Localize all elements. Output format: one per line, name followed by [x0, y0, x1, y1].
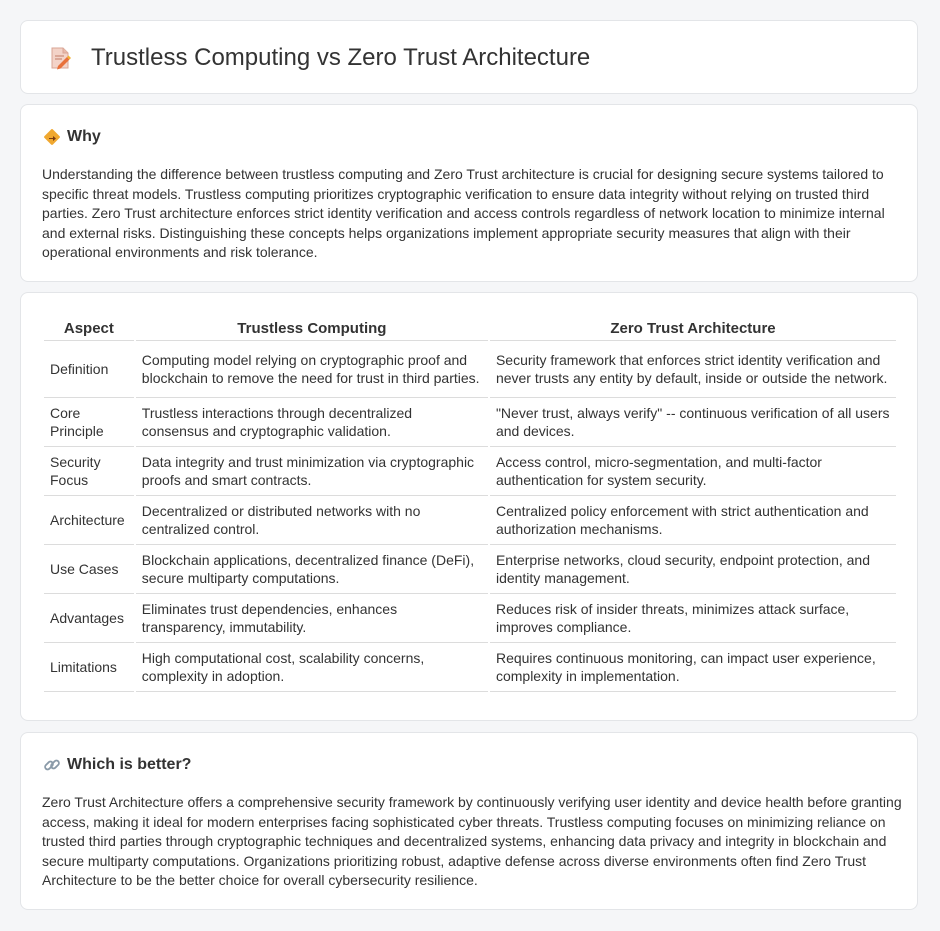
which-is-better-section — [20, 732, 918, 910]
row-aspect: Advantages — [44, 594, 134, 643]
row-aspect: Core Principle — [44, 398, 134, 447]
header-zero-trust: Zero Trust Architecture — [490, 314, 896, 341]
row-aspect: Use Cases — [44, 545, 134, 594]
why-heading: Why — [67, 128, 101, 145]
why-text: Understanding the difference between trustless computing and Zero Trust architecture is crucial for designing secure systems tailored to specific threat models. Trustless computing prioritizes cryptographic verification to ensure data integrity without relying on trusted third parties. Zero Trust architecture enforces strict identity verification and access controls regardless of network location to minimize internal and external risks. Distinguishing these concepts helps organizations implement appropriate security measures that align with their operational environments and risk tolerance. — [42, 166, 885, 260]
row-zero-trust: "Never trust, always verify" -- continuous verification of all users and devices. — [490, 398, 896, 447]
page-title: Trustless Computing vs Zero Trust Architecture — [91, 44, 591, 71]
table-row — [44, 496, 896, 545]
header-aspect: Aspect — [44, 314, 134, 341]
why-section — [20, 104, 918, 282]
table-row — [44, 545, 896, 594]
table-row — [44, 594, 896, 643]
row-aspect: Limitations — [44, 643, 134, 692]
table-row — [44, 643, 896, 692]
row-zero-trust: Requires continuous monitoring, can impact user experience, complexity in implementation. — [490, 643, 896, 692]
comparison-table-card — [20, 292, 918, 721]
row-zero-trust: Reduces risk of insider threats, minimizes attack surface, improves compliance. — [490, 594, 896, 643]
row-aspect: Definition — [44, 341, 134, 398]
row-trustless: Data integrity and trust minimization via cryptographic proofs and smart contracts. — [136, 447, 488, 496]
better-text: Zero Trust Architecture offers a comprehensive security framework by continuously verifying user identity and device health before granting access, making it ideal for modern enterprises facing sophisticated cyber threats. Trustless computing focuses on minimizing reliance on trusted third parties through cryptographic techniques and decentralized systems, enhancing data privacy and integrity in blockchain and secure multiparty computations. Organizations prioritizing robust, adaptive defense across diverse environments often find Zero Trust Architecture to be the better choice for overall cybersecurity resilience. — [42, 794, 902, 888]
comparison-table — [42, 314, 898, 692]
row-trustless: Trustless interactions through decentralized consensus and cryptographic validation. — [136, 398, 488, 447]
table-row — [44, 447, 896, 496]
row-trustless: Eliminates trust dependencies, enhances transparency, immutability. — [136, 594, 488, 643]
row-trustless: Decentralized or distributed networks with no centralized control. — [136, 496, 488, 545]
table-header-row — [44, 314, 896, 341]
row-zero-trust: Access control, micro-segmentation, and multi-factor authentication for system security. — [490, 447, 896, 496]
row-zero-trust: Security framework that enforces strict identity verification and never trusts any entity by default, inside or outside the network. — [490, 341, 896, 398]
table-row — [44, 398, 896, 447]
header-trustless: Trustless Computing — [136, 314, 488, 341]
document-pencil-icon — [47, 45, 73, 71]
better-heading: Which is better? — [67, 756, 192, 773]
diamond-signpost-icon — [43, 128, 61, 146]
title-card — [20, 20, 918, 94]
link-icon — [43, 756, 61, 774]
row-trustless: Computing model relying on cryptographic proof and blockchain to remove the need for trust in third parties. — [136, 341, 488, 398]
row-aspect: Security Focus — [44, 447, 134, 496]
row-trustless: Blockchain applications, decentralized finance (DeFi), secure multiparty computations. — [136, 545, 488, 594]
row-zero-trust: Enterprise networks, cloud security, endpoint protection, and identity management. — [490, 545, 896, 594]
row-zero-trust: Centralized policy enforcement with strict authentication and authorization mechanisms. — [490, 496, 896, 545]
table-row — [44, 341, 896, 398]
row-trustless: High computational cost, scalability concerns, complexity in adoption. — [136, 643, 488, 692]
row-aspect: Architecture — [44, 496, 134, 545]
